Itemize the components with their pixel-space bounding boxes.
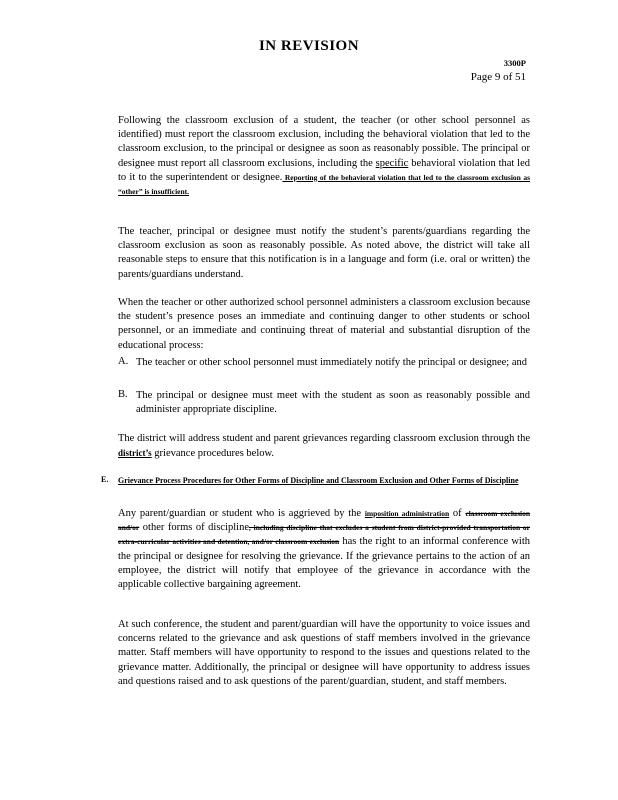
p1-inserted-text: Reporting of the behavioral violation that led to the classroom exclusion as “other” is insufficient. (118, 172, 530, 197)
p5-a: Any parent/guardian or student who is aggrieved by the (118, 508, 365, 519)
section-e-title: Grievance Process Procedures for Other Forms of Discipline and Classroom Exclusion and Other Forms of Discipline (118, 476, 519, 485)
paragraph-immediate-danger: When the teacher or other authorized school personnel administers a classroom exclusion because the student’s presence poses an immediate and continuing danger to other students or school personnel, or an immediate and continuing threat of material and substantial disruption of the educational process: (118, 297, 530, 351)
p5-struck-1: classroom exclusion and/or (118, 509, 531, 533)
p5-c: other forms of discipline (139, 522, 249, 534)
p4-before: The district will address student and parent grievances regarding classroom exclusion through the (118, 433, 530, 444)
paragraph-conference-details: At such conference, the student and parent/guardian will have the opportunity to voice issues and concerns related to the grievance and ask questions of staff members involved in the grievance matter. Staff members will have opportunity to respond to the issues and questions related to the grievance matter. Additionally, the principal or designee will have opportunity to address issues and questions raised and to ask questions of the parent/guardian, student, and staff members. (118, 619, 530, 687)
paragraph-report-exclusion (118, 114, 530, 199)
section-e-letter: E. (101, 475, 109, 484)
p1-specific: specific (375, 157, 409, 169)
p4-districts: district’s (118, 448, 152, 459)
paragraph-grievances (118, 432, 530, 461)
list-item-b-letter: B. (118, 389, 128, 400)
p5-struck-2: , including discipline that excludes a student from district-provided transportation or extra-curricular activities and detention, and/or classroom exclusion (118, 523, 530, 547)
p4-after: grievance procedures below. (151, 448, 275, 460)
p1-text-b: behavioral violation that led to it to the superintendent or designee. (118, 157, 531, 183)
page-heading: IN REVISION (258, 38, 360, 54)
list-item-a-text: The teacher or other school personnel must immediately notify the principal or designee; and (136, 357, 528, 368)
policy-code: 3300P (503, 58, 526, 68)
paragraph-informal-conference (118, 507, 530, 592)
list-item-b-text: The principal or designee must meet with the student as soon as reasonably possible and administer appropriate discipline. (136, 390, 530, 416)
page-number: Page 9 of 51 (470, 71, 526, 83)
paragraph-notify-parents: The teacher, principal or designee must notify the student’s parents/guardians regarding the classroom exclusion as soon as reasonably possible. As noted above, the district will take all reasonable steps to ensure that this notification is in a language and form (i.e. oral or written) the parents/guardians understand. (118, 226, 530, 280)
p5-imposition: imposition administration (364, 509, 450, 518)
list-item-a-letter: A. (118, 356, 129, 367)
p5-d: has the right to an informal conference with the principal or designee for resolving the grievance. If the grievance pertains to the action of an employee, the district will notify that employee of the grievance in accordance with the applicable collective bargaining agreement. (118, 536, 530, 591)
p5-b: of (449, 508, 466, 519)
p1-text-a: Following the classroom exclusion of a student, the teacher (or other school personnel as identified) must report the classroom exclusion, including the behavioral violation that led to the classroom exclusion, to the principal or designee as soon as reasonably possible. The principal or designee must report all classroom exclusions, including the (118, 115, 530, 169)
